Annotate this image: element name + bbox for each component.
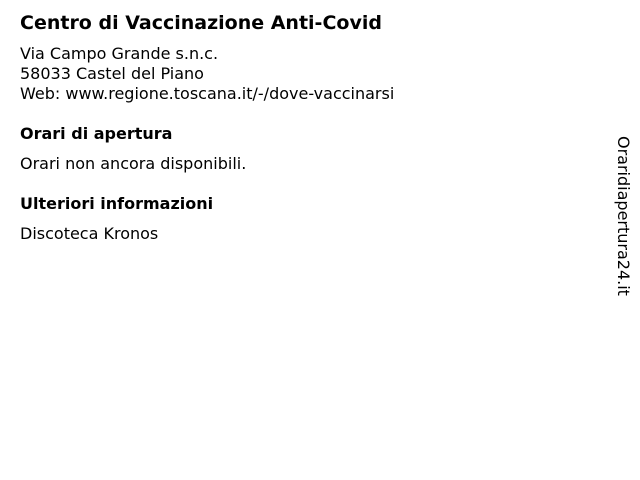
street-address: Via Campo Grande s.n.c. — [20, 44, 219, 63]
website-line: Web: www.regione.toscana.it/-/dove-vaccinarsi — [20, 84, 395, 103]
site-watermark: Oraridiapertura24.it — [614, 136, 633, 296]
more-info-heading: Ulteriori informazioni — [20, 194, 214, 213]
opening-hours-text: Orari non ancora disponibili. — [20, 154, 247, 173]
page-title: Centro di Vaccinazione Anti-Covid — [20, 12, 382, 34]
postal-city: 58033 Castel del Piano — [20, 64, 204, 83]
more-info-text: Discoteca Kronos — [20, 224, 159, 243]
address-block — [20, 44, 580, 104]
listing-card — [20, 10, 580, 244]
opening-hours-heading: Orari di apertura — [20, 124, 173, 143]
